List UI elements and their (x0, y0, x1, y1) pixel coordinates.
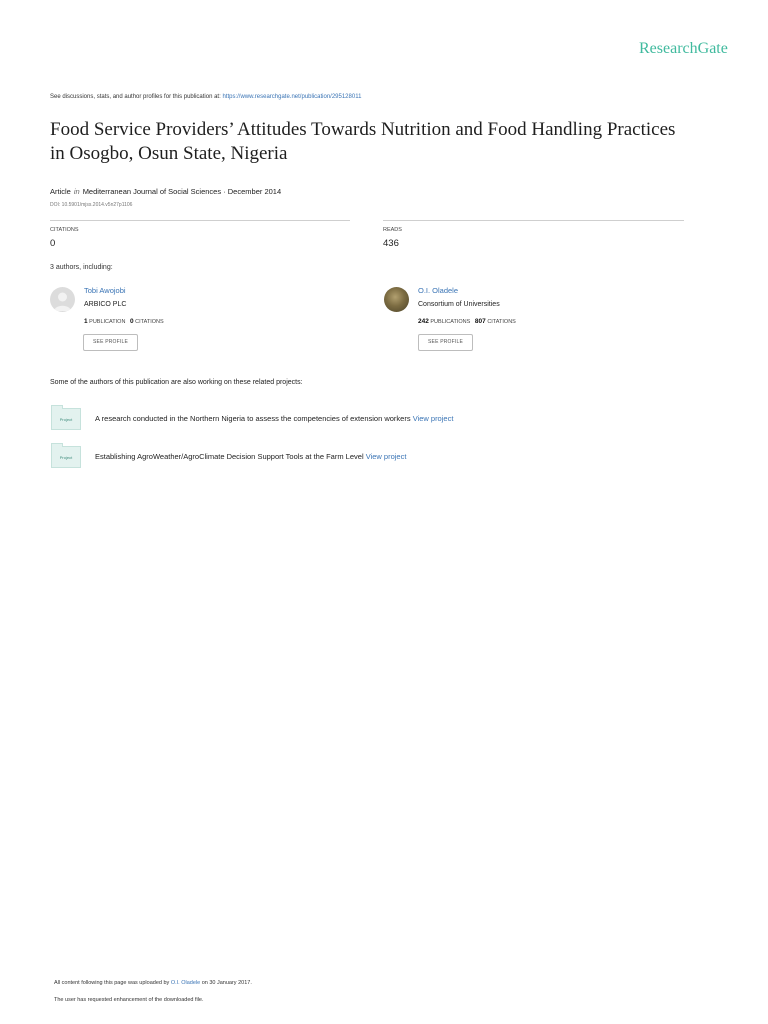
author-affiliation: ARBICO PLC (84, 301, 127, 308)
citation-label: CITATIONS (487, 319, 516, 325)
citation-count: 807 (474, 318, 486, 325)
citations-value: 0 (50, 238, 56, 249)
default-avatar-icon (50, 287, 75, 312)
author-name[interactable]: O.I. Oladele (418, 286, 459, 295)
publication-count: 1 (84, 318, 88, 325)
avatar[interactable] (384, 287, 409, 312)
reads-value: 436 (383, 238, 399, 249)
author-stats (418, 318, 516, 325)
upload-suffix: on 30 January 2017. (201, 980, 252, 986)
citation-label: CITATIONS (135, 319, 164, 325)
view-project-link[interactable]: View project (412, 414, 454, 423)
see-profile-button[interactable]: SEE PROFILE (418, 334, 473, 351)
view-project-link[interactable]: View project (365, 452, 407, 461)
publication-label: PUBLICATION (89, 319, 126, 325)
author-name[interactable]: Tobi Awojobi (84, 286, 126, 295)
project-item (95, 452, 406, 461)
in-label: in (73, 187, 80, 196)
reads-label: READS (383, 227, 402, 233)
upload-prefix: All content following this page was uploaded by (54, 980, 170, 986)
citations-divider (50, 220, 350, 221)
related-projects-header: Some of the authors of this publication are also working on these related projects: (50, 379, 303, 386)
researchgate-logo[interactable]: ResearchGate (639, 40, 728, 57)
project-text: A research conducted in the Northern Nigeria to assess the competencies of extension workers (95, 414, 411, 423)
publication-url-link[interactable]: https://www.researchgate.net/publication/295128011 (222, 94, 362, 100)
upload-note (54, 980, 252, 986)
journal-name: Mediterranean Journal of Social Sciences · December 2014 (82, 187, 282, 196)
uploader-link[interactable]: O.I. Oladele (170, 980, 201, 986)
project-folder-icon: Project (51, 446, 81, 468)
project-item (95, 414, 453, 423)
reads-divider (383, 220, 684, 221)
discussion-line (50, 94, 361, 100)
citation-count: 0 (130, 318, 134, 325)
author-stats (84, 318, 164, 325)
project-text: Establishing AgroWeather/AgroClimate Decision Support Tools at the Farm Level (95, 452, 364, 461)
publication-count: 242 (418, 318, 429, 325)
author-affiliation: Consortium of Universities (418, 301, 500, 308)
enhancement-note: The user has requested enhancement of the downloaded file. (54, 997, 204, 1003)
citations-label: CITATIONS (50, 227, 79, 233)
see-profile-button[interactable]: SEE PROFILE (83, 334, 138, 351)
publication-label: PUBLICATIONS (430, 319, 471, 325)
avatar[interactable] (50, 287, 75, 312)
publication-meta (50, 187, 281, 196)
article-type: Article (50, 187, 71, 196)
authors-header: 3 authors, including: (50, 264, 113, 271)
project-folder-icon: Project (51, 408, 81, 430)
publication-title: Food Service Providers’ Attitudes Towards Nutrition and Food Handling Practices in Osogbo, Osun State, Nigeria (50, 119, 676, 164)
doi: DOI: 10.5901/mjss.2014.v5n27p1106 (50, 202, 133, 208)
discussion-prefix: See discussions, stats, and author profiles for this publication at: (50, 94, 221, 100)
